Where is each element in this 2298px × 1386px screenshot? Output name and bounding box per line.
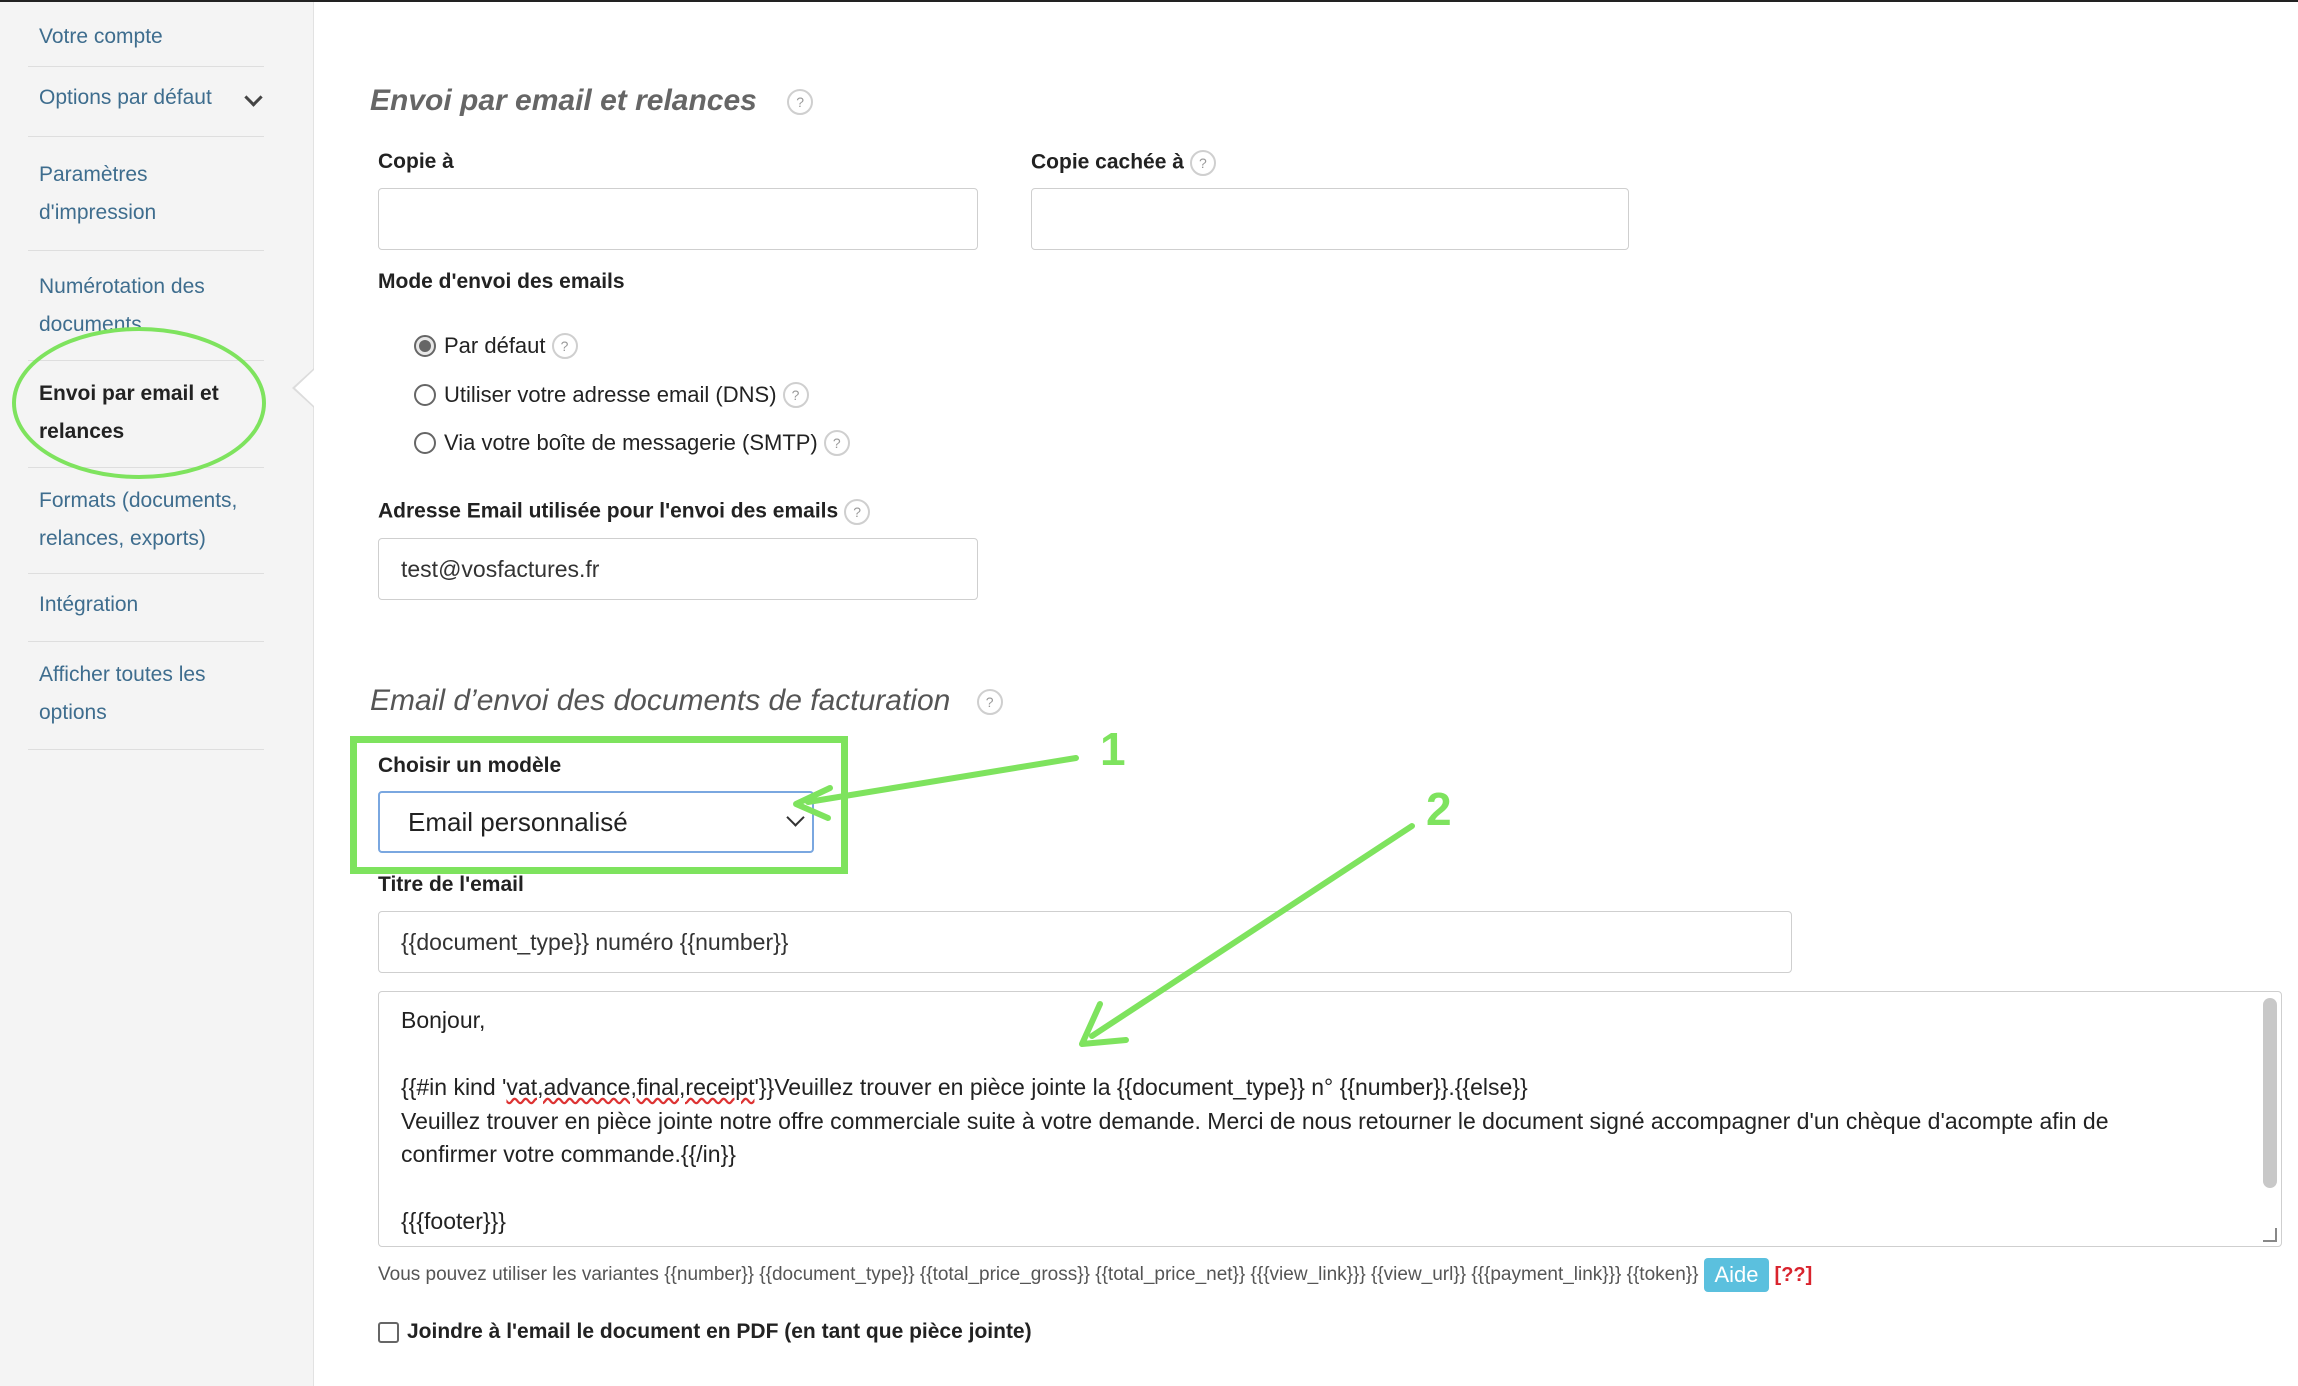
sidebar-item-label: Votre compte bbox=[39, 25, 163, 48]
radio-label: Via votre boîte de messagerie (SMTP) bbox=[444, 430, 818, 455]
body-line: Veuillez trouver en pièce jointe notre offre commerciale suite à votre demande. Merci de nous retourner le document signé accompagner d'un chèque d'acompte afin de bbox=[401, 1107, 2109, 1134]
sidebar-item-label: Intégration bbox=[39, 593, 139, 616]
checkbox-label: Joindre à l'email le document en PDF (en tant que pièce jointe) bbox=[407, 1320, 1032, 1343]
section-title-email: Envoi par email et relances ? bbox=[370, 84, 813, 118]
body-line: confirmer votre commande.{{/in}} bbox=[401, 1141, 736, 1167]
radio-label: Utiliser votre adresse email (DNS) bbox=[444, 382, 777, 407]
hint-text: Vous pouvez utiliser les variantes {{number}} {{document_type}} {{total_price_gross}} {{total_price_net}} {{{view_link}}} {{view_url}} {{{payment_link}}} {{token}} bbox=[378, 1264, 1699, 1285]
section-title-billing-email: Email d’envoi des documents de facturation ? bbox=[370, 684, 1003, 718]
help-icon[interactable]: ? bbox=[1190, 150, 1216, 176]
sidebar-item-label: Numérotation des documents bbox=[39, 275, 205, 336]
sidebar-item-label: Afficher toutes les options bbox=[39, 663, 206, 724]
sidebar-item-label: Envoi par email et relances bbox=[39, 382, 219, 443]
body-line: Bonjour, bbox=[401, 1007, 486, 1033]
body-line: {{{footer}}} bbox=[401, 1208, 506, 1234]
annotation-number-two: 2 bbox=[1426, 783, 1452, 835]
sidebar-item-label: Options par défaut bbox=[39, 86, 212, 109]
help-button[interactable]: Aide bbox=[1704, 1258, 1768, 1292]
bcc-label: Copie cachée à ? bbox=[1031, 150, 1216, 176]
body-line: {{#in kind 'vat,advance,final,receipt'}}Veuillez trouver en pièce jointe la {{document_type}} n° {{number}}.{{else}} bbox=[401, 1074, 1528, 1100]
template-label: Choisir un modèle bbox=[378, 754, 562, 777]
select-value: Email personnalisé bbox=[408, 807, 628, 837]
help-icon[interactable]: ? bbox=[977, 689, 1003, 715]
sender-email-label: Adresse Email utilisée pour l'envoi des emails ? bbox=[378, 499, 870, 525]
cc-label: Copie à bbox=[378, 150, 454, 173]
send-mode-label: Mode d'envoi des emails bbox=[378, 270, 625, 293]
help-icon[interactable]: ? bbox=[552, 333, 578, 359]
subject-input[interactable]: {{document_type}} numéro {{number}} bbox=[378, 911, 1792, 973]
sender-email-input[interactable]: test@vosfactures.fr bbox=[378, 538, 978, 600]
sidebar-item-label: Paramètres d'impression bbox=[39, 163, 157, 224]
radio-label: Par défaut bbox=[444, 333, 546, 358]
help-link[interactable]: [??] bbox=[1774, 1263, 1813, 1286]
annotation-number-one: 1 bbox=[1100, 723, 1126, 775]
help-icon[interactable]: ? bbox=[787, 89, 813, 115]
subject-label: Titre de l'email bbox=[378, 873, 524, 896]
sidebar-item-label: Formats (documents, relances, exports) bbox=[39, 489, 238, 550]
help-icon[interactable]: ? bbox=[824, 430, 850, 456]
help-icon[interactable]: ? bbox=[844, 499, 870, 525]
help-icon[interactable]: ? bbox=[783, 382, 809, 408]
